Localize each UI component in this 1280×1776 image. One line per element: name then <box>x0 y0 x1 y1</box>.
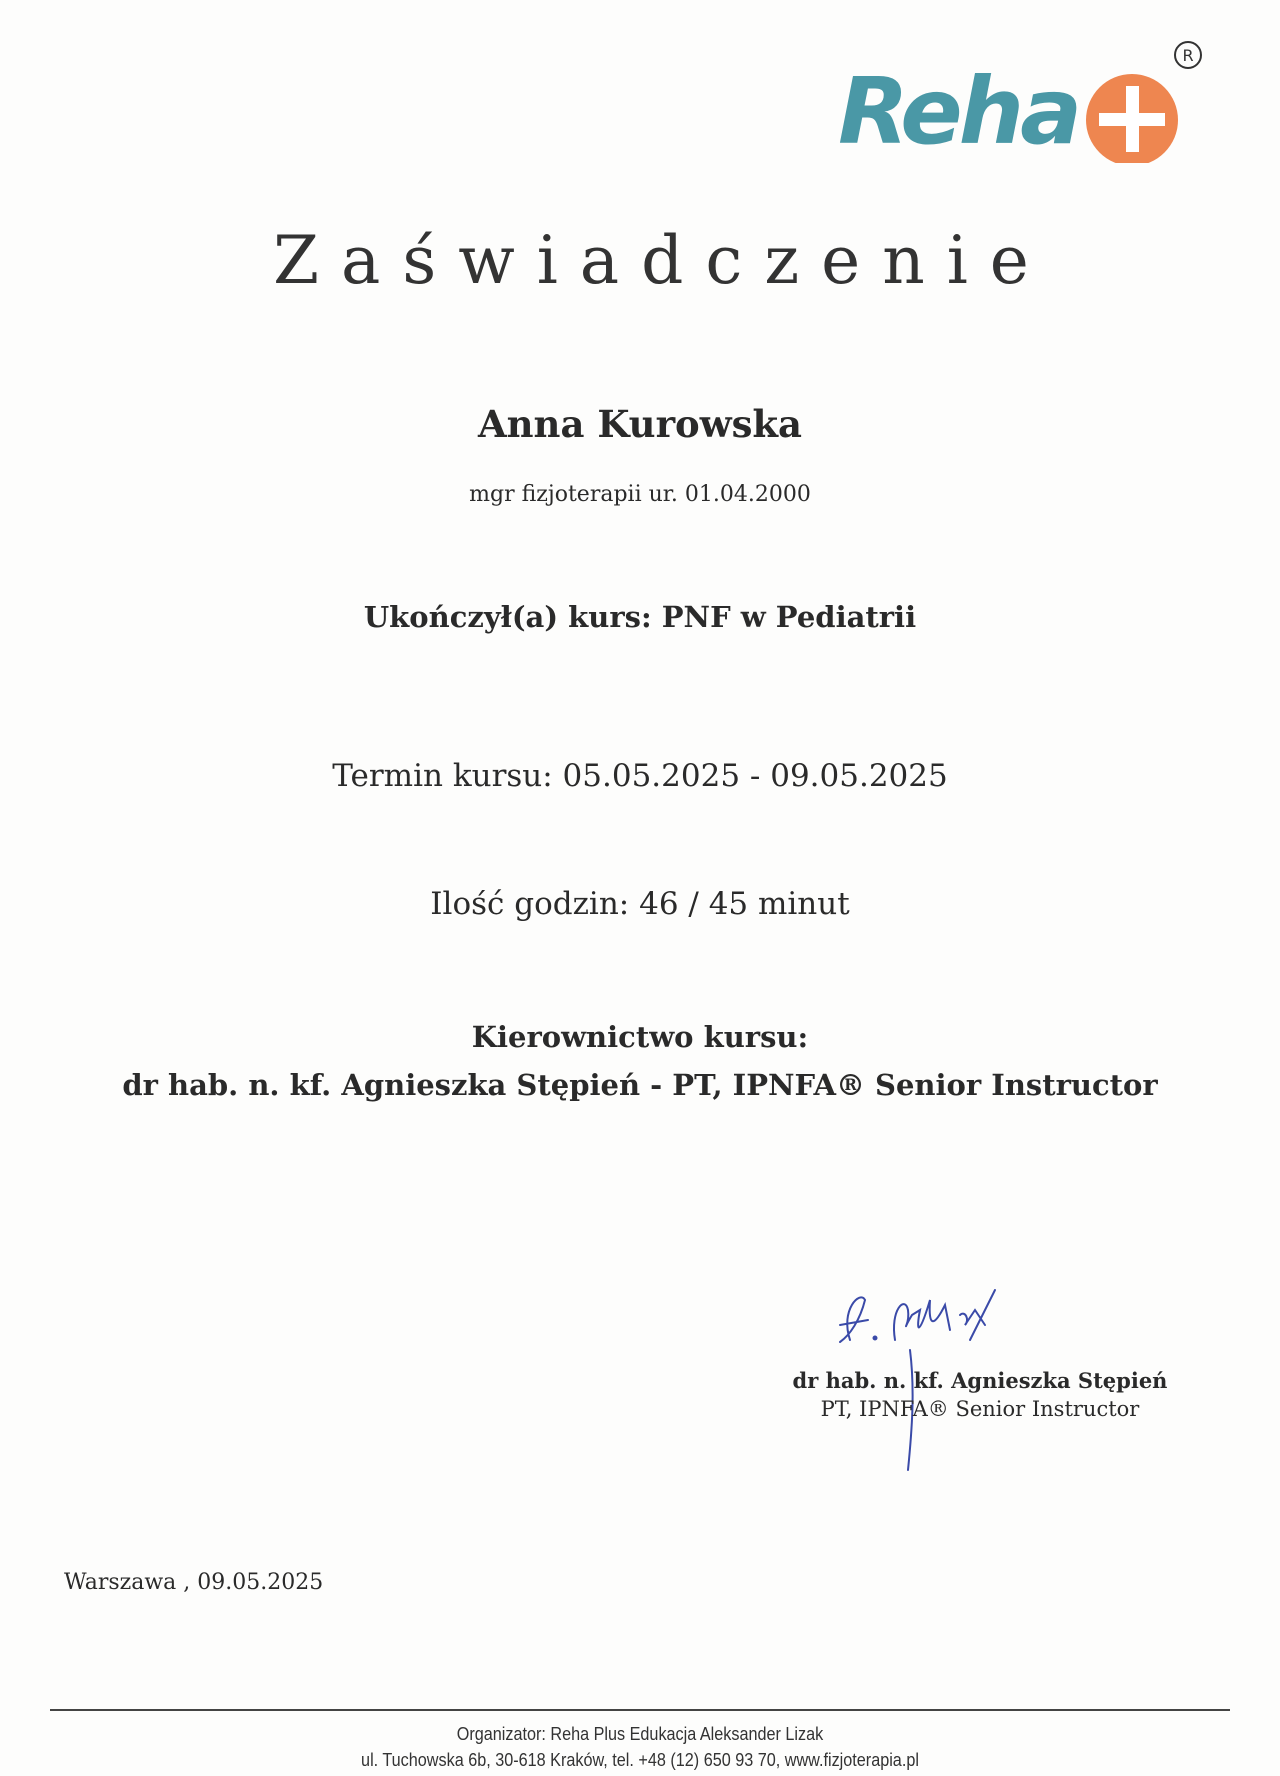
leadership-name: dr hab. n. kf. Agnieszka Stępień - PT, IPNFA® Senior Instructor <box>122 1068 1158 1102</box>
course-term: Termin kursu: 05.05.2025 - 09.05.2025 <box>332 758 948 794</box>
course-completed: Ukończył(a) kurs: PNF w Pediatrii <box>363 600 917 634</box>
recipient-name: Anna Kurowska <box>477 402 803 446</box>
leadership-label: Kierownictwo kursu: <box>471 1020 809 1054</box>
footer-address: ul. Tuchowska 6b, 30-618 Kraków, tel. +48 (12) 650 93 70, www.fizjoterapia.pl <box>361 1750 919 1770</box>
course-hours: Ilość godzin: 46 / 45 minut <box>430 886 850 922</box>
footer-divider <box>50 1709 1230 1711</box>
svg-text:Reha: Reha <box>838 58 1079 163</box>
recipient-details: mgr fizjoterapii ur. 01.04.2000 <box>469 482 811 507</box>
document-title: Zaświadczenie <box>273 222 1051 299</box>
footer-organizer: Organizator: Reha Plus Edukacja Aleksander Lizak <box>456 1724 824 1744</box>
place-and-date: Warszawa , 09.05.2025 <box>64 1570 324 1595</box>
signatory-title: PT, IPNFA® Senior Instructor <box>820 1397 1140 1421</box>
reha-plus-logo <box>830 38 1210 163</box>
signatory-name: dr hab. n. kf. Agnieszka Stępień <box>792 1368 1168 1393</box>
svg-text:R: R <box>1182 46 1194 65</box>
